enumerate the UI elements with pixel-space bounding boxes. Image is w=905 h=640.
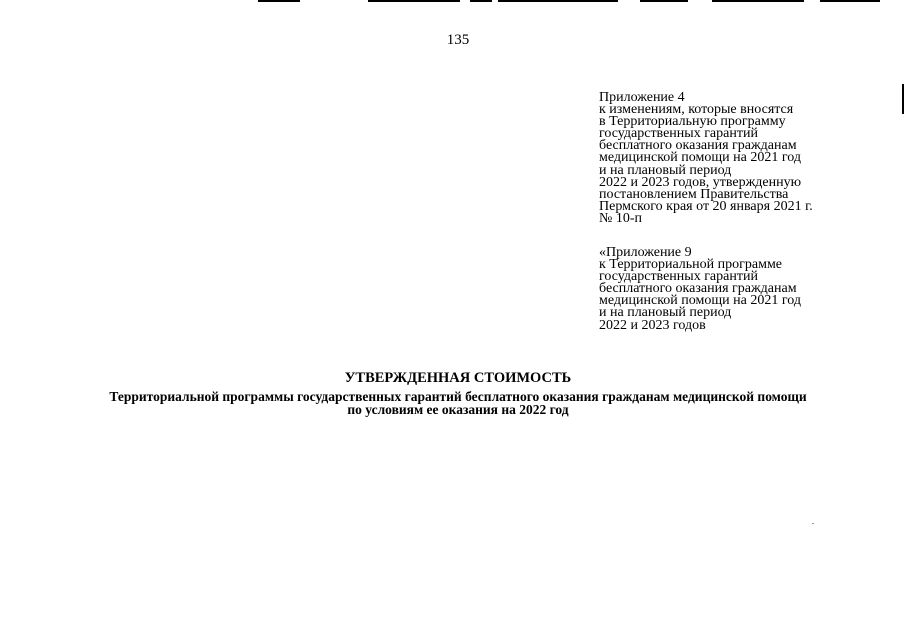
subtitle-line: по условиям ее оказания на 2022 год	[347, 402, 569, 417]
appendix-9-line: 2022 и 2023 годов	[599, 317, 706, 333]
appendix-9-line: и на плановый период	[599, 305, 732, 321]
page-number: 135	[446, 32, 470, 48]
top-rule	[820, 0, 880, 2]
appendix-9-line: к Территориальной программе	[599, 257, 783, 273]
appendix-4-line: и на плановый период	[599, 162, 732, 178]
appendix-9-block	[599, 247, 801, 332]
appendix-9-line: медицинской помощи на 2021 год	[599, 293, 801, 309]
appendix-9-line: бесплатного оказания гражданам	[599, 281, 797, 297]
appendix-9-line: «Приложение 9	[599, 245, 692, 260]
appendix-4-line: к изменениям, которые вносятся	[599, 102, 794, 118]
appendix-4-line: № 10-п	[599, 210, 643, 226]
appendix-4-block	[599, 92, 813, 225]
appendix-4-line: постановлением Правительства	[599, 186, 789, 202]
appendix-4-line: в Территориальную программу	[599, 114, 786, 130]
appendix-4-line: 2022 и 2023 годов, утвержденную	[599, 174, 802, 190]
top-rule	[498, 0, 618, 2]
top-rule	[258, 0, 300, 2]
scan-speck	[812, 523, 814, 524]
document-subtitle	[40, 390, 876, 416]
scan-edge-mark	[902, 84, 904, 114]
appendix-4-line: Приложение 4	[599, 90, 685, 105]
top-rule	[368, 0, 460, 2]
appendix-4-line: бесплатного оказания гражданам	[599, 138, 797, 154]
appendix-9-line: государственных гарантий	[599, 269, 758, 285]
top-rule	[712, 0, 804, 2]
document-title: УТВЕРЖДЕННАЯ СТОИМОСТЬ	[344, 370, 572, 386]
top-rule	[640, 0, 688, 2]
appendix-4-line: медицинской помощи на 2021 год	[599, 150, 801, 166]
subtitle-line: Территориальной программы государственных гарантий бесплатного оказания гражданам медицинской помощи	[109, 389, 807, 404]
appendix-4-line: Пермского края от 20 января 2021 г.	[599, 198, 813, 214]
appendix-4-line: государственных гарантий	[599, 126, 758, 142]
top-rule	[470, 0, 492, 2]
